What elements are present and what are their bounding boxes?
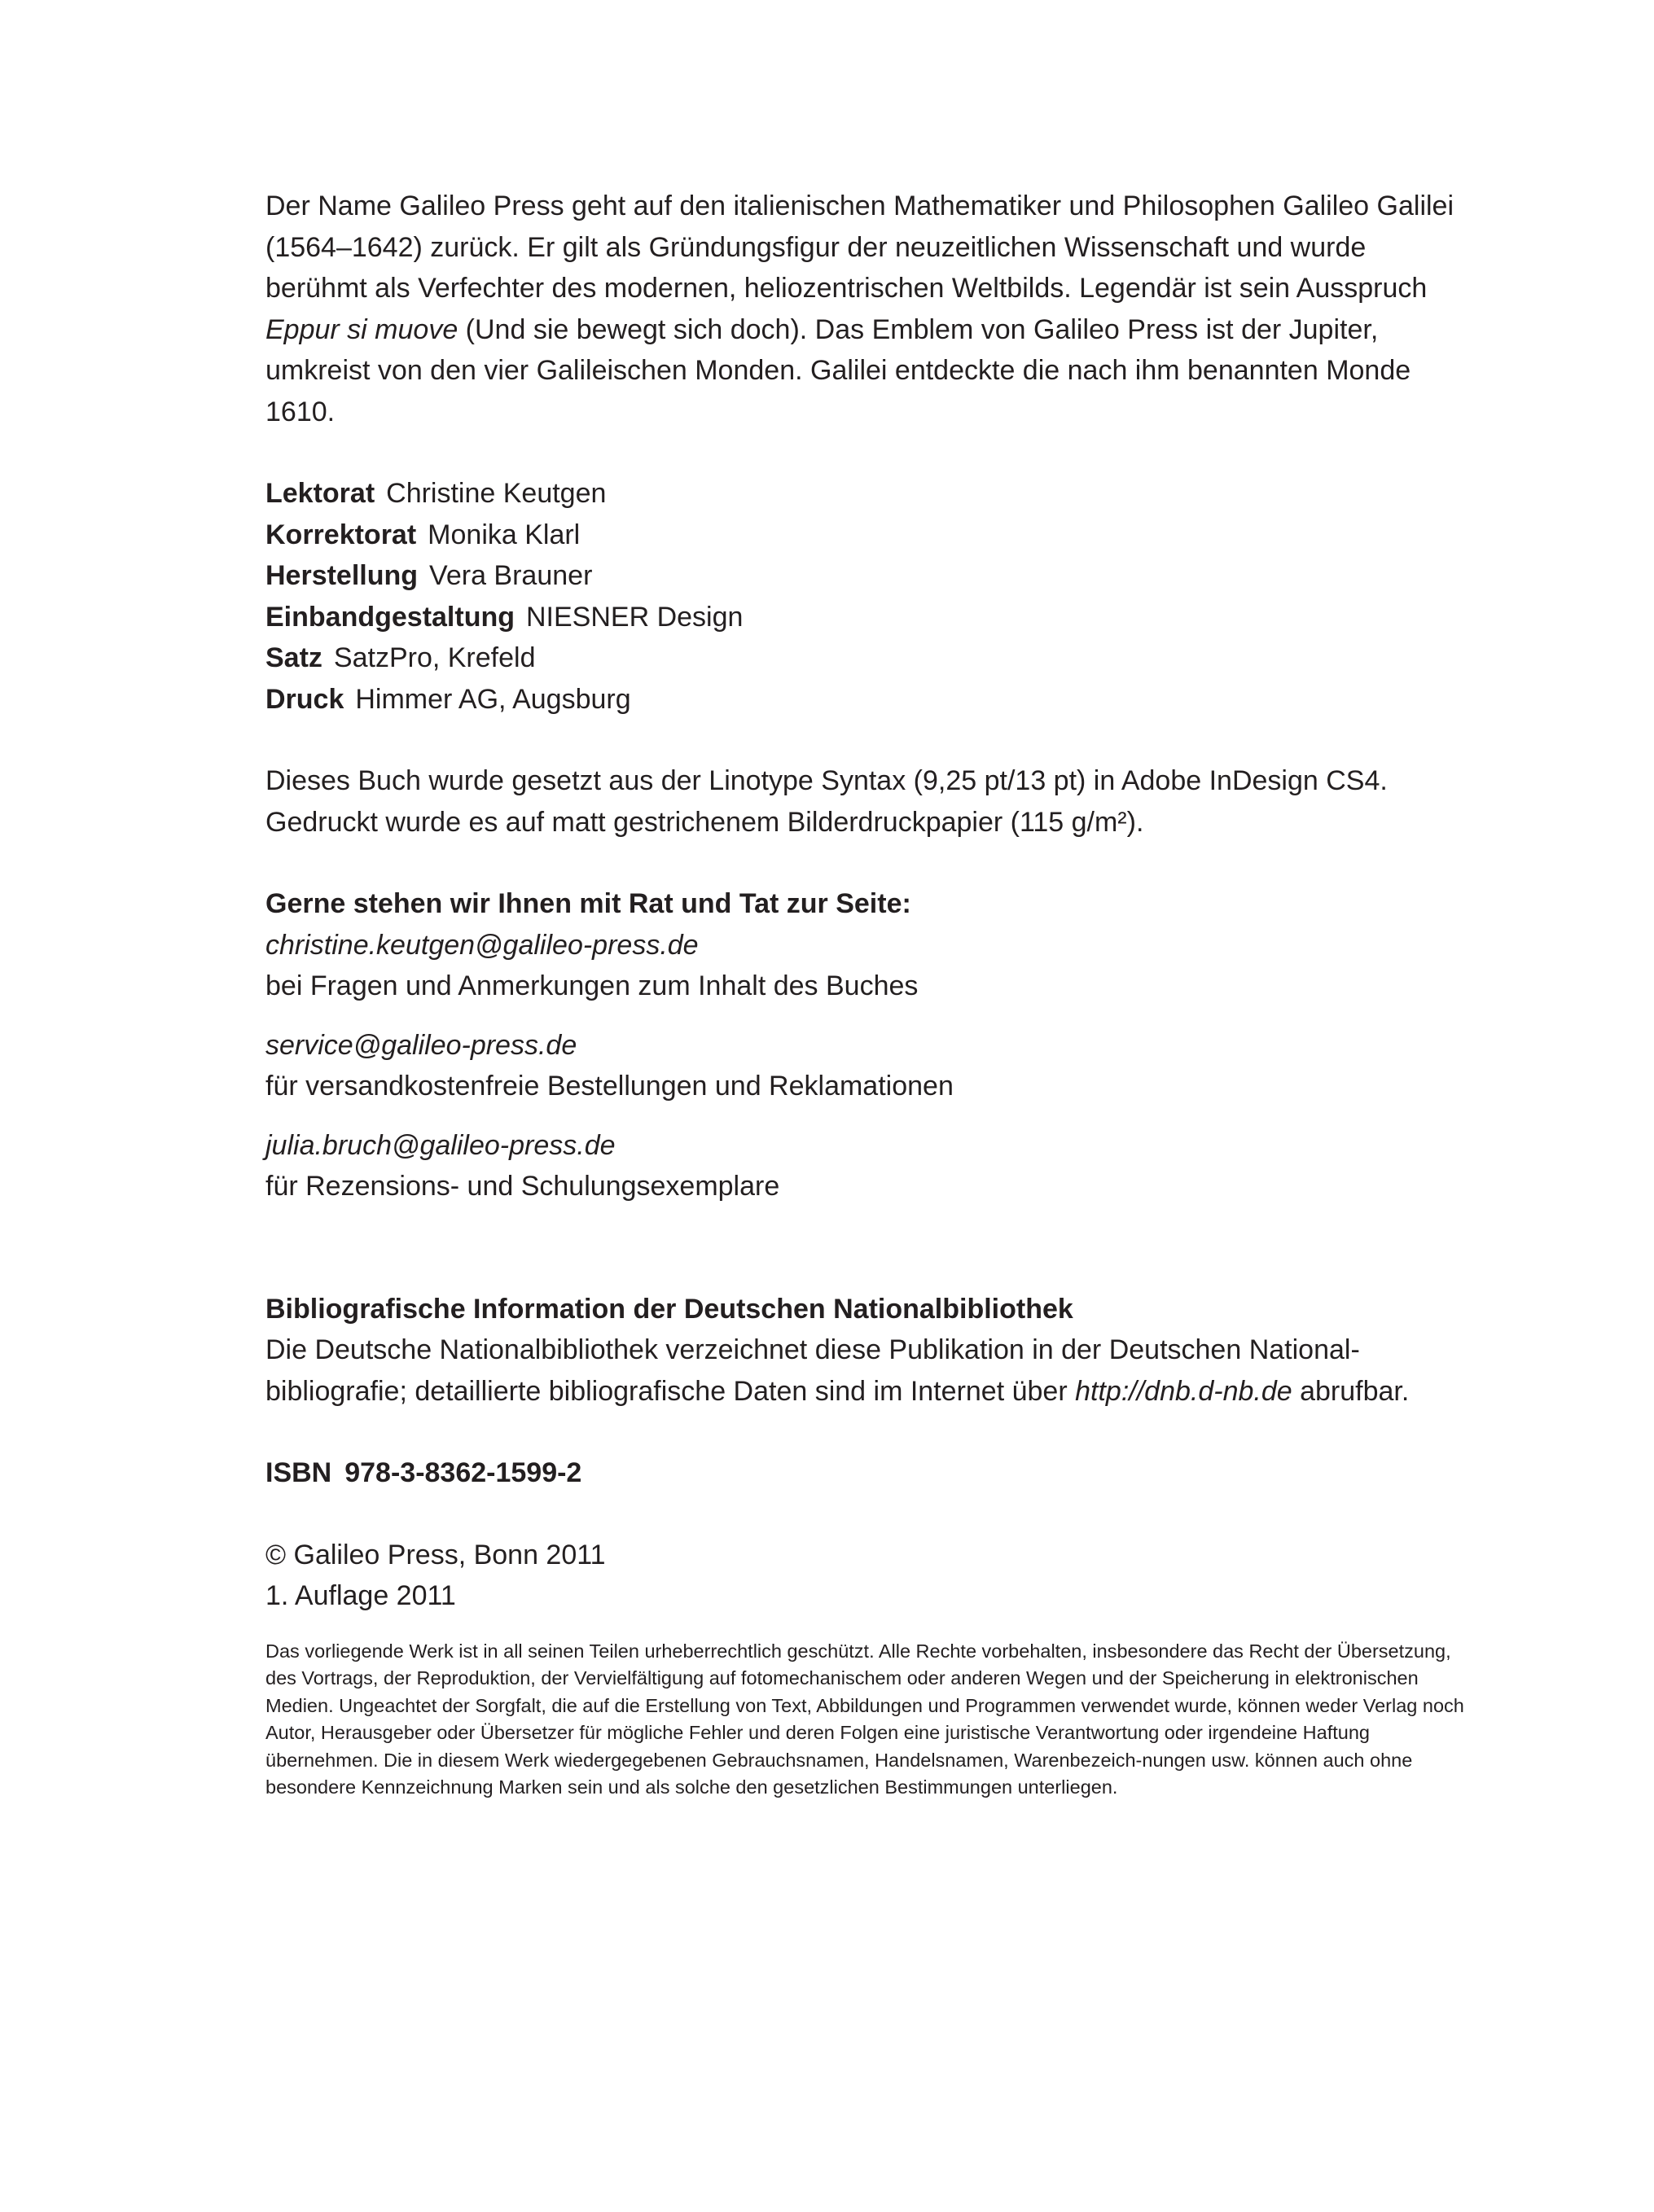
credit-line [265, 597, 1471, 638]
credit-value: Vera Brauner [429, 560, 593, 591]
credit-label: Korrektorat [265, 519, 417, 550]
legal-notice: Das vorliegende Werk ist in all seinen Teilen urheberrechtlich geschützt. Alle Rechte vorbehalten, insbesondere das Recht der Übersetzung, des Vortrags, der Reproduktion, der Vervielfältigung auf fotomechanischem oder anderen Wegen und der Speicherung in elektronischen Medien. Ungeachtet der Sorgfalt, die auf die Erstellung von Text, Abbildungen und Programmen verwendet wurde, können weder Verlag noch Autor, Herausgeber oder Übersetzer für mögliche Fehler und deren Folgen eine juristische Verantwortung oder irgendeine Haftung übernehmen. Die in diesem Werk wiedergegebenen Gebrauchsnamen, Handelsnamen, Warenbezeich-nungen usw. können auch ohne besondere Kennzeichnung Marken sein und als solche den gesetzlichen Bestimmungen unterliegen. [265, 1640, 1464, 1798]
bibliographic-text-2: abrufbar. [1292, 1375, 1410, 1407]
typesetting-note [265, 760, 1471, 843]
isbn-value: 978-3-8362-1599-2 [344, 1457, 582, 1488]
contact-email-link[interactable]: julia.bruch@galileo-press.de [265, 1129, 616, 1161]
credit-label: Herstellung [265, 560, 419, 591]
contact-entry [265, 1025, 1471, 1107]
contact-section [265, 883, 1471, 1207]
copyright-line: © Galileo Press, Bonn 2011 [265, 1539, 606, 1570]
credit-line [265, 473, 1471, 515]
credits-list [265, 473, 1471, 720]
credit-value: NIESNER Design [526, 601, 744, 633]
contact-description: für Rezensions- und Schulungsexemplare [265, 1171, 780, 1202]
intro-text-1: Der Name Galileo Press geht auf den italienischen Mathematiker und Philosophen Galileo Galilei (1564–1642) zurück. Er gilt als Gründungsfigur der neuzeitlichen Wissenschaft und wurde berühmt als Verfechter des modernen, heliozentrischen Weltbilds. Legendär ist sein Ausspruch [265, 191, 1454, 304]
credit-value: SatzPro, Krefeld [333, 642, 536, 673]
bibliographic-heading: Bibliografische Information der Deutschen Nationalbibliothek [265, 1293, 1073, 1325]
contact-entry [265, 925, 1471, 1007]
intro-quote: Eppur si muove [265, 313, 458, 345]
edition-line: 1. Auflage 2011 [265, 1580, 456, 1611]
copyright-block [265, 1535, 1471, 1617]
imprint-page [265, 186, 1471, 1802]
contact-description: für versandkostenfreie Bestellungen und Reklamationen [265, 1071, 954, 1102]
credit-line [265, 555, 1471, 597]
isbn-label: ISBN [265, 1457, 332, 1488]
credit-value: Himmer AG, Augsburg [355, 683, 631, 715]
bibliographic-info [265, 1289, 1471, 1413]
credit-value: Monika Klarl [428, 519, 581, 550]
contact-entry [265, 1125, 1471, 1207]
credit-line [265, 679, 1471, 721]
bibliographic-text [265, 1329, 1471, 1412]
typesetting-line-1: Dieses Buch wurde gesetzt aus der Linotype Syntax (9,25 pt/13 pt) in Adobe InDesign CS4. [265, 765, 1388, 796]
contact-email-link[interactable]: christine.keutgen@galileo-press.de [265, 929, 699, 961]
credit-label: Lektorat [265, 478, 375, 509]
contact-email-link[interactable]: service@galileo-press.de [265, 1029, 577, 1061]
credit-line [265, 637, 1471, 679]
isbn-line [265, 1452, 1471, 1494]
intro-text-2: (Und sie bewegt sich doch). Das Emblem von Galileo Press ist der Jupiter, umkreist von den vier Galileischen Monden. Galilei entdeckte die nach ihm benannten Monde 1610. [265, 313, 1411, 427]
contact-heading: Gerne stehen wir Ihnen mit Rat und Tat zur Seite: [265, 888, 911, 919]
credit-line [265, 515, 1471, 556]
credit-label: Einbandgestaltung [265, 601, 515, 633]
bibliographic-text-1: Die Deutsche Nationalbibliothek verzeichnet diese Publikation in der Deutschen National-bibliografie; detaillierte bibliografische Daten sind im Internet über [265, 1334, 1360, 1407]
credit-value: Christine Keutgen [386, 478, 607, 509]
credit-label: Druck [265, 683, 344, 715]
credit-label: Satz [265, 642, 322, 673]
typesetting-line-2: Gedruckt wurde es auf matt gestrichenem Bilderdruckpapier (115 g/m²). [265, 806, 1144, 838]
intro-paragraph [265, 186, 1459, 432]
dnb-link[interactable]: http://dnb.d-nb.de [1075, 1375, 1292, 1407]
contact-description: bei Fragen und Anmerkungen zum Inhalt des Buches [265, 970, 919, 1001]
